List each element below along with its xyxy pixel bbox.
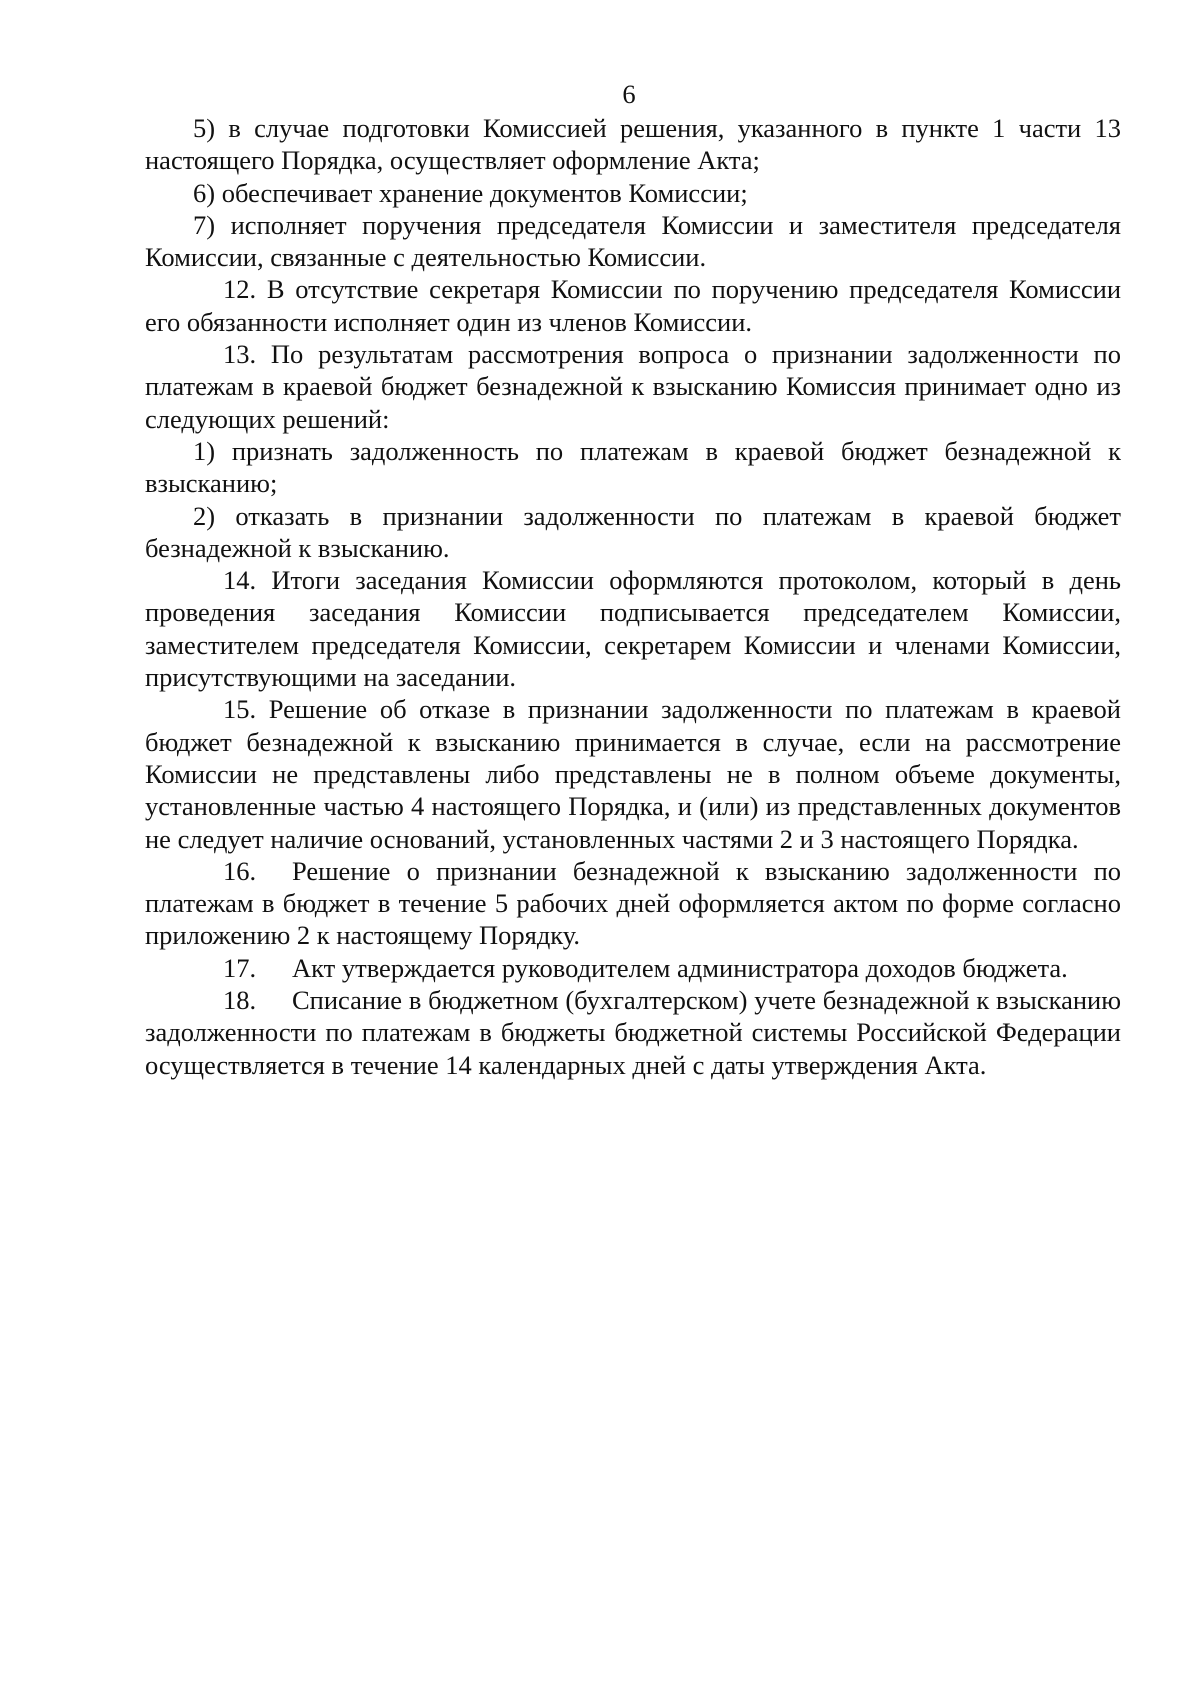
- paragraph-decision-2: 2) отказать в признании задолженности по платежам в краевой бюджет безнадежной к взысканию.: [145, 500, 1121, 563]
- paragraph-section-13: 13. По результатам рассмотрения вопроса о признании задолженности по платежам в краевой бюджет безнадежной к взысканию Комиссия принимает одно из следующих решений:: [145, 339, 1121, 434]
- paragraph-item-5: 5) в случае подготовки Комиссией решения, указанного в пункте 1 части 13 настоящего Порядка, осуществляет оформление Акта;: [145, 113, 1121, 176]
- paragraph-section-17: [145, 952, 1121, 984]
- document-body: [145, 112, 1121, 1081]
- section-number: 16.: [223, 855, 257, 886]
- page-number: 6: [622, 79, 636, 109]
- section-number: 17.: [223, 952, 257, 983]
- section-number: 18.: [223, 985, 257, 1016]
- paragraph-section-18: [145, 984, 1121, 1081]
- section-text: Решение о признании безнадежной к взысканию задолженности по платежам в бюджет в течение 5 рабочих дней оформляется актом по форме согласно приложению 2 к настоящему Порядку.: [145, 855, 1121, 951]
- paragraph-section-12: 12. В отсутствие секретаря Комиссии по поручению председателя Комиссии его обязанности исполняет один из членов Комиссии.: [145, 274, 1121, 337]
- paragraph-decision-1: 1) признать задолженность по платежам в краевой бюджет безнадежной к взысканию;: [145, 435, 1121, 499]
- paragraph-section-14: 14. Итоги заседания Комиссии оформляются протоколом, который в день проведения заседания Комиссии подписывается председателем Комиссии, заместителем председателя Комиссии, секретарем Комиссии и членами Комиссии, присутствующими на заседании.: [145, 565, 1121, 693]
- section-text: Списание в бюджетном (бухгалтерском) учете безнадежной к взысканию задолженности по платежам в бюджеты бюджетной системы Российской Федерации осуществляется в течение 14 календарных дней с даты утверждения Акта.: [145, 985, 1121, 1080]
- section-text: Акт утверждается руководителем администратора доходов бюджета.: [292, 952, 1068, 983]
- paragraph-section-15: 15. Решение об отказе в признании задолженности по платежам в краевой бюджет безнадежной к взысканию принимается в случае, если на рассмотрение Комиссии не представлены либо представлены не в полном объеме документы, установленные частью 4 настоящего Порядка, и (или) из представленных документов не следует наличие оснований, установленных частями 2 и 3 настоящего Порядка.: [145, 694, 1121, 854]
- paragraph-item-6: 6) обеспечивает хранение документов Комиссии;: [193, 177, 748, 208]
- paragraph-item-7: 7) исполняет поручения председателя Комиссии и заместителя председателя Комиссии, связанные с деятельностью Комиссии.: [145, 209, 1121, 273]
- paragraph-section-16: [145, 855, 1121, 952]
